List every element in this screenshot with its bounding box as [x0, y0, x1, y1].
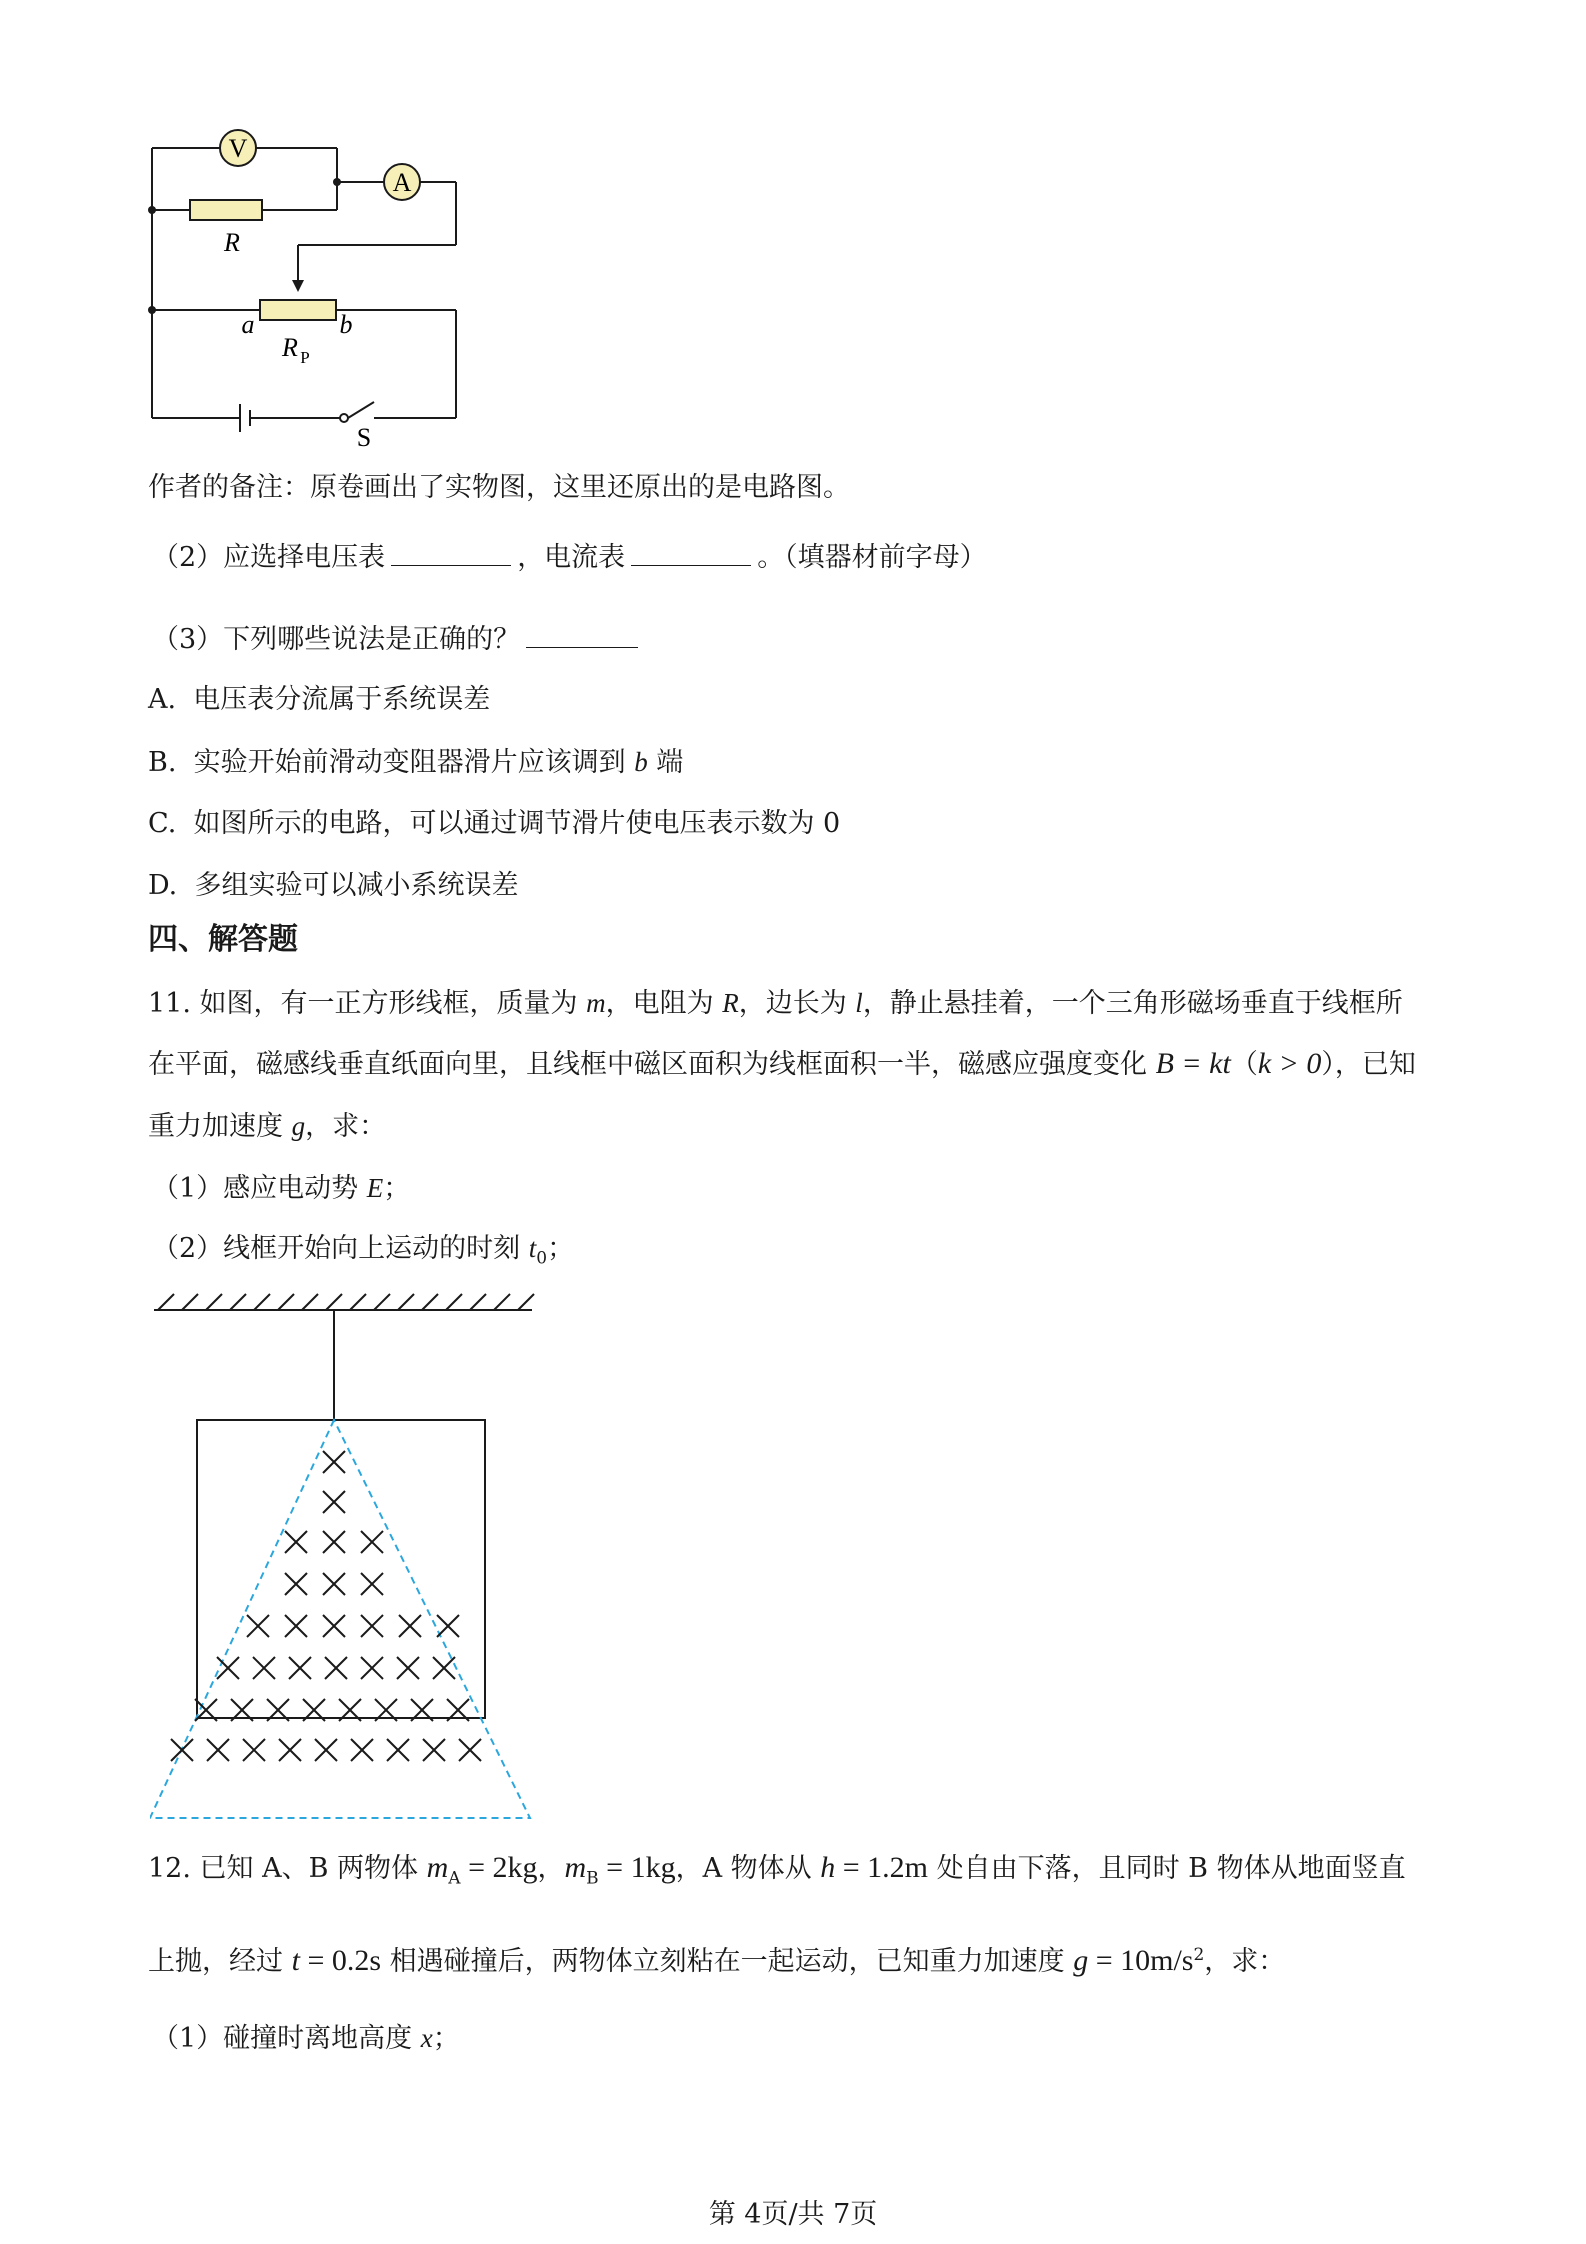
q11-text: ，边长为 [738, 988, 856, 1019]
q12-value: = 10m/s [1088, 1944, 1194, 1977]
option-a [148, 682, 490, 718]
hatch-mark [518, 1294, 534, 1310]
hatch-mark [254, 1294, 270, 1310]
hatch-mark [446, 1294, 462, 1310]
ammeter-blank[interactable] [631, 543, 751, 566]
field-cross [247, 1615, 269, 1637]
q11-text: （ [1230, 1049, 1258, 1080]
hatch-mark [158, 1294, 174, 1310]
voltmeter-blank[interactable] [391, 543, 511, 566]
q12-text: ，A 物体从 [675, 1853, 821, 1884]
q11-text: ），已知 [1321, 1049, 1416, 1080]
option-letter: D. [148, 870, 178, 901]
q11-line1 [148, 985, 1403, 1022]
hatch-mark [422, 1294, 438, 1310]
page-footer: 第 4页/共 7页 [708, 2199, 878, 2230]
q10-part2-mid: ，电流表 [517, 542, 626, 573]
field-cross [399, 1615, 421, 1637]
q12-value: = 2kg [460, 1851, 538, 1884]
field-cross [315, 1739, 337, 1761]
ceiling-hatch [158, 1294, 534, 1310]
field-cross [323, 1615, 345, 1637]
field-cross [279, 1739, 301, 1761]
q11-text: （2）线框开始向上运动的时刻 [152, 1233, 529, 1264]
field-cross [423, 1739, 445, 1761]
field-cross [323, 1451, 345, 1473]
hatch-mark [398, 1294, 414, 1310]
q11-var-g: g [291, 1111, 306, 1141]
field-cross [217, 1657, 239, 1679]
q11-var-t: t [528, 1233, 537, 1263]
q12-var-g: g [1073, 1944, 1089, 1977]
q12-text: 处自由下落，且同时 B 物体从地面竖直 [928, 1853, 1406, 1884]
q11-text: 在平面，磁感线垂直纸面向里，且线框中磁区面积为线框面积一半，磁感应强度变化 [148, 1049, 1156, 1080]
option-text: 多组实验可以减小系统误差 [194, 870, 519, 901]
q12-line1 [148, 1848, 1406, 1898]
q11-text: ，电阻为 [605, 988, 723, 1019]
q11-var-r: R [722, 988, 739, 1018]
option-text: 实验开始前滑动变阻器滑片应该调到 [193, 747, 626, 778]
field-cross [285, 1531, 307, 1553]
q12-text: 12. 已知 A、B 两物体 [148, 1853, 427, 1884]
field-cross [459, 1739, 481, 1761]
hatch-mark [326, 1294, 342, 1310]
rheostat-end-b: b [339, 310, 353, 339]
field-cross [361, 1531, 383, 1553]
author-note: 作者的备注：原卷画出了实物图，这里还原出的是电路图。 [148, 472, 850, 503]
q10-part2-suffix: 。（填器材前字母） [757, 542, 987, 573]
field-cross [387, 1739, 409, 1761]
field-cross [323, 1491, 345, 1513]
field-cross [171, 1739, 193, 1761]
q11-text: ； [383, 1173, 411, 1204]
q11-var-l: l [855, 988, 863, 1018]
hatch-mark [350, 1294, 366, 1310]
q12-text: 相遇碰撞后，两物体立刻粘在一起运动，已知重力加速度 [381, 1946, 1074, 1977]
field-cross [361, 1657, 383, 1679]
q12-text: （1）碰撞时离地高度 [152, 2023, 421, 2054]
q12-sub-b: B [586, 1868, 599, 1889]
option-c [148, 806, 840, 842]
q11-sub1 [152, 1170, 410, 1207]
q11-sub2 [152, 1230, 574, 1276]
field-cross [285, 1573, 307, 1595]
q10-part3-prefix: （3）下列哪些说法是正确的？ [152, 624, 521, 655]
hatch-mark [374, 1294, 390, 1310]
q11-var-m: m [586, 988, 606, 1018]
q12-sup-2: 2 [1193, 1945, 1205, 1965]
section-title: 四、解答题 [148, 922, 298, 957]
q12-value: = 0.2s [299, 1944, 382, 1977]
hatch-mark [230, 1294, 246, 1310]
field-cross [243, 1739, 265, 1761]
q11-var-e: E [366, 1173, 384, 1203]
field-cross [433, 1657, 455, 1679]
q12-var-t: t [291, 1944, 300, 1977]
field-cross [285, 1615, 307, 1637]
q11-formula-k: k > 0 [1257, 1047, 1322, 1080]
hatch-mark [494, 1294, 510, 1310]
field-cross [361, 1615, 383, 1637]
q12-var-h: h [820, 1851, 836, 1884]
rheostat-wiper-arrow [292, 280, 304, 292]
circuit-diagram [140, 120, 480, 450]
q10-part3 [152, 622, 644, 658]
q12-sub-a: A [448, 1868, 461, 1889]
hatch-mark [182, 1294, 198, 1310]
q10-part2 [152, 540, 987, 576]
option-text-end: 端 [656, 747, 684, 778]
resistor-r [190, 200, 262, 220]
answer-blank[interactable] [526, 625, 638, 648]
q10-part2-prefix: （2）应选择电压表 [152, 542, 386, 573]
resistor-label: R [224, 228, 240, 257]
q12-text: 上抛，经过 [148, 1946, 292, 1977]
q12-text: ，求： [1204, 1946, 1286, 1977]
q11-sub-0: 0 [536, 1248, 548, 1269]
option-letter: C. [148, 808, 177, 839]
q12-value: = 1.2m [835, 1851, 929, 1884]
voltmeter-label: V [228, 134, 248, 163]
q11-text: （1）感应电动势 [152, 1173, 367, 1204]
option-var: b [634, 747, 648, 777]
field-cross [351, 1739, 373, 1761]
ammeter-label: A [392, 168, 412, 197]
option-b [148, 744, 683, 781]
field-cross [323, 1573, 345, 1595]
field-cross [323, 1531, 345, 1553]
q11-text: ，求： [305, 1111, 387, 1142]
q11-line2 [148, 1046, 1416, 1083]
q12-value: = 1kg [598, 1851, 676, 1884]
q11-text: ，静止悬挂着，一个三角形磁场垂直于线框所 [862, 988, 1403, 1019]
rheostat-label: R [282, 333, 298, 362]
q11-line3 [148, 1108, 386, 1145]
q12-text: ； [432, 2023, 460, 2054]
option-d [148, 868, 518, 904]
hatch-mark [278, 1294, 294, 1310]
hatch-mark [470, 1294, 486, 1310]
rheostat-rp [260, 300, 336, 320]
field-cross [361, 1573, 383, 1595]
q12-var-m: m [564, 1851, 587, 1884]
hatch-mark [206, 1294, 222, 1310]
q12-sub1 [152, 2020, 460, 2057]
field-cross [325, 1657, 347, 1679]
q11-text: 11. 如图，有一正方形线框，质量为 [148, 988, 587, 1019]
field-cross [207, 1739, 229, 1761]
q11-figure [150, 1290, 550, 1830]
option-letter: A. [148, 684, 177, 715]
option-letter: B. [148, 747, 177, 778]
field-cross [253, 1657, 275, 1679]
option-text: 如图所示的电路，可以通过调节滑片使电压表示数为 0 [193, 808, 841, 839]
field-cross [397, 1657, 419, 1679]
q12-var-x: x [420, 2023, 433, 2053]
field-crosses [171, 1451, 481, 1761]
q12-text: ， [537, 1853, 565, 1884]
q12-line2 [148, 1935, 1285, 1982]
option-text: 电压表分流属于系统误差 [193, 684, 491, 715]
q12-var-m: m [426, 1851, 449, 1884]
rheostat-end-a: a [241, 310, 255, 339]
field-cross [289, 1657, 311, 1679]
q11-text: ； [547, 1233, 575, 1264]
q11-formula-b: B = kt [1155, 1047, 1231, 1080]
q11-text: 重力加速度 [148, 1111, 292, 1142]
field-cross [437, 1615, 459, 1637]
rheostat-label-sub: P [300, 348, 310, 367]
switch-label: S [356, 423, 372, 450]
hatch-mark [302, 1294, 318, 1310]
